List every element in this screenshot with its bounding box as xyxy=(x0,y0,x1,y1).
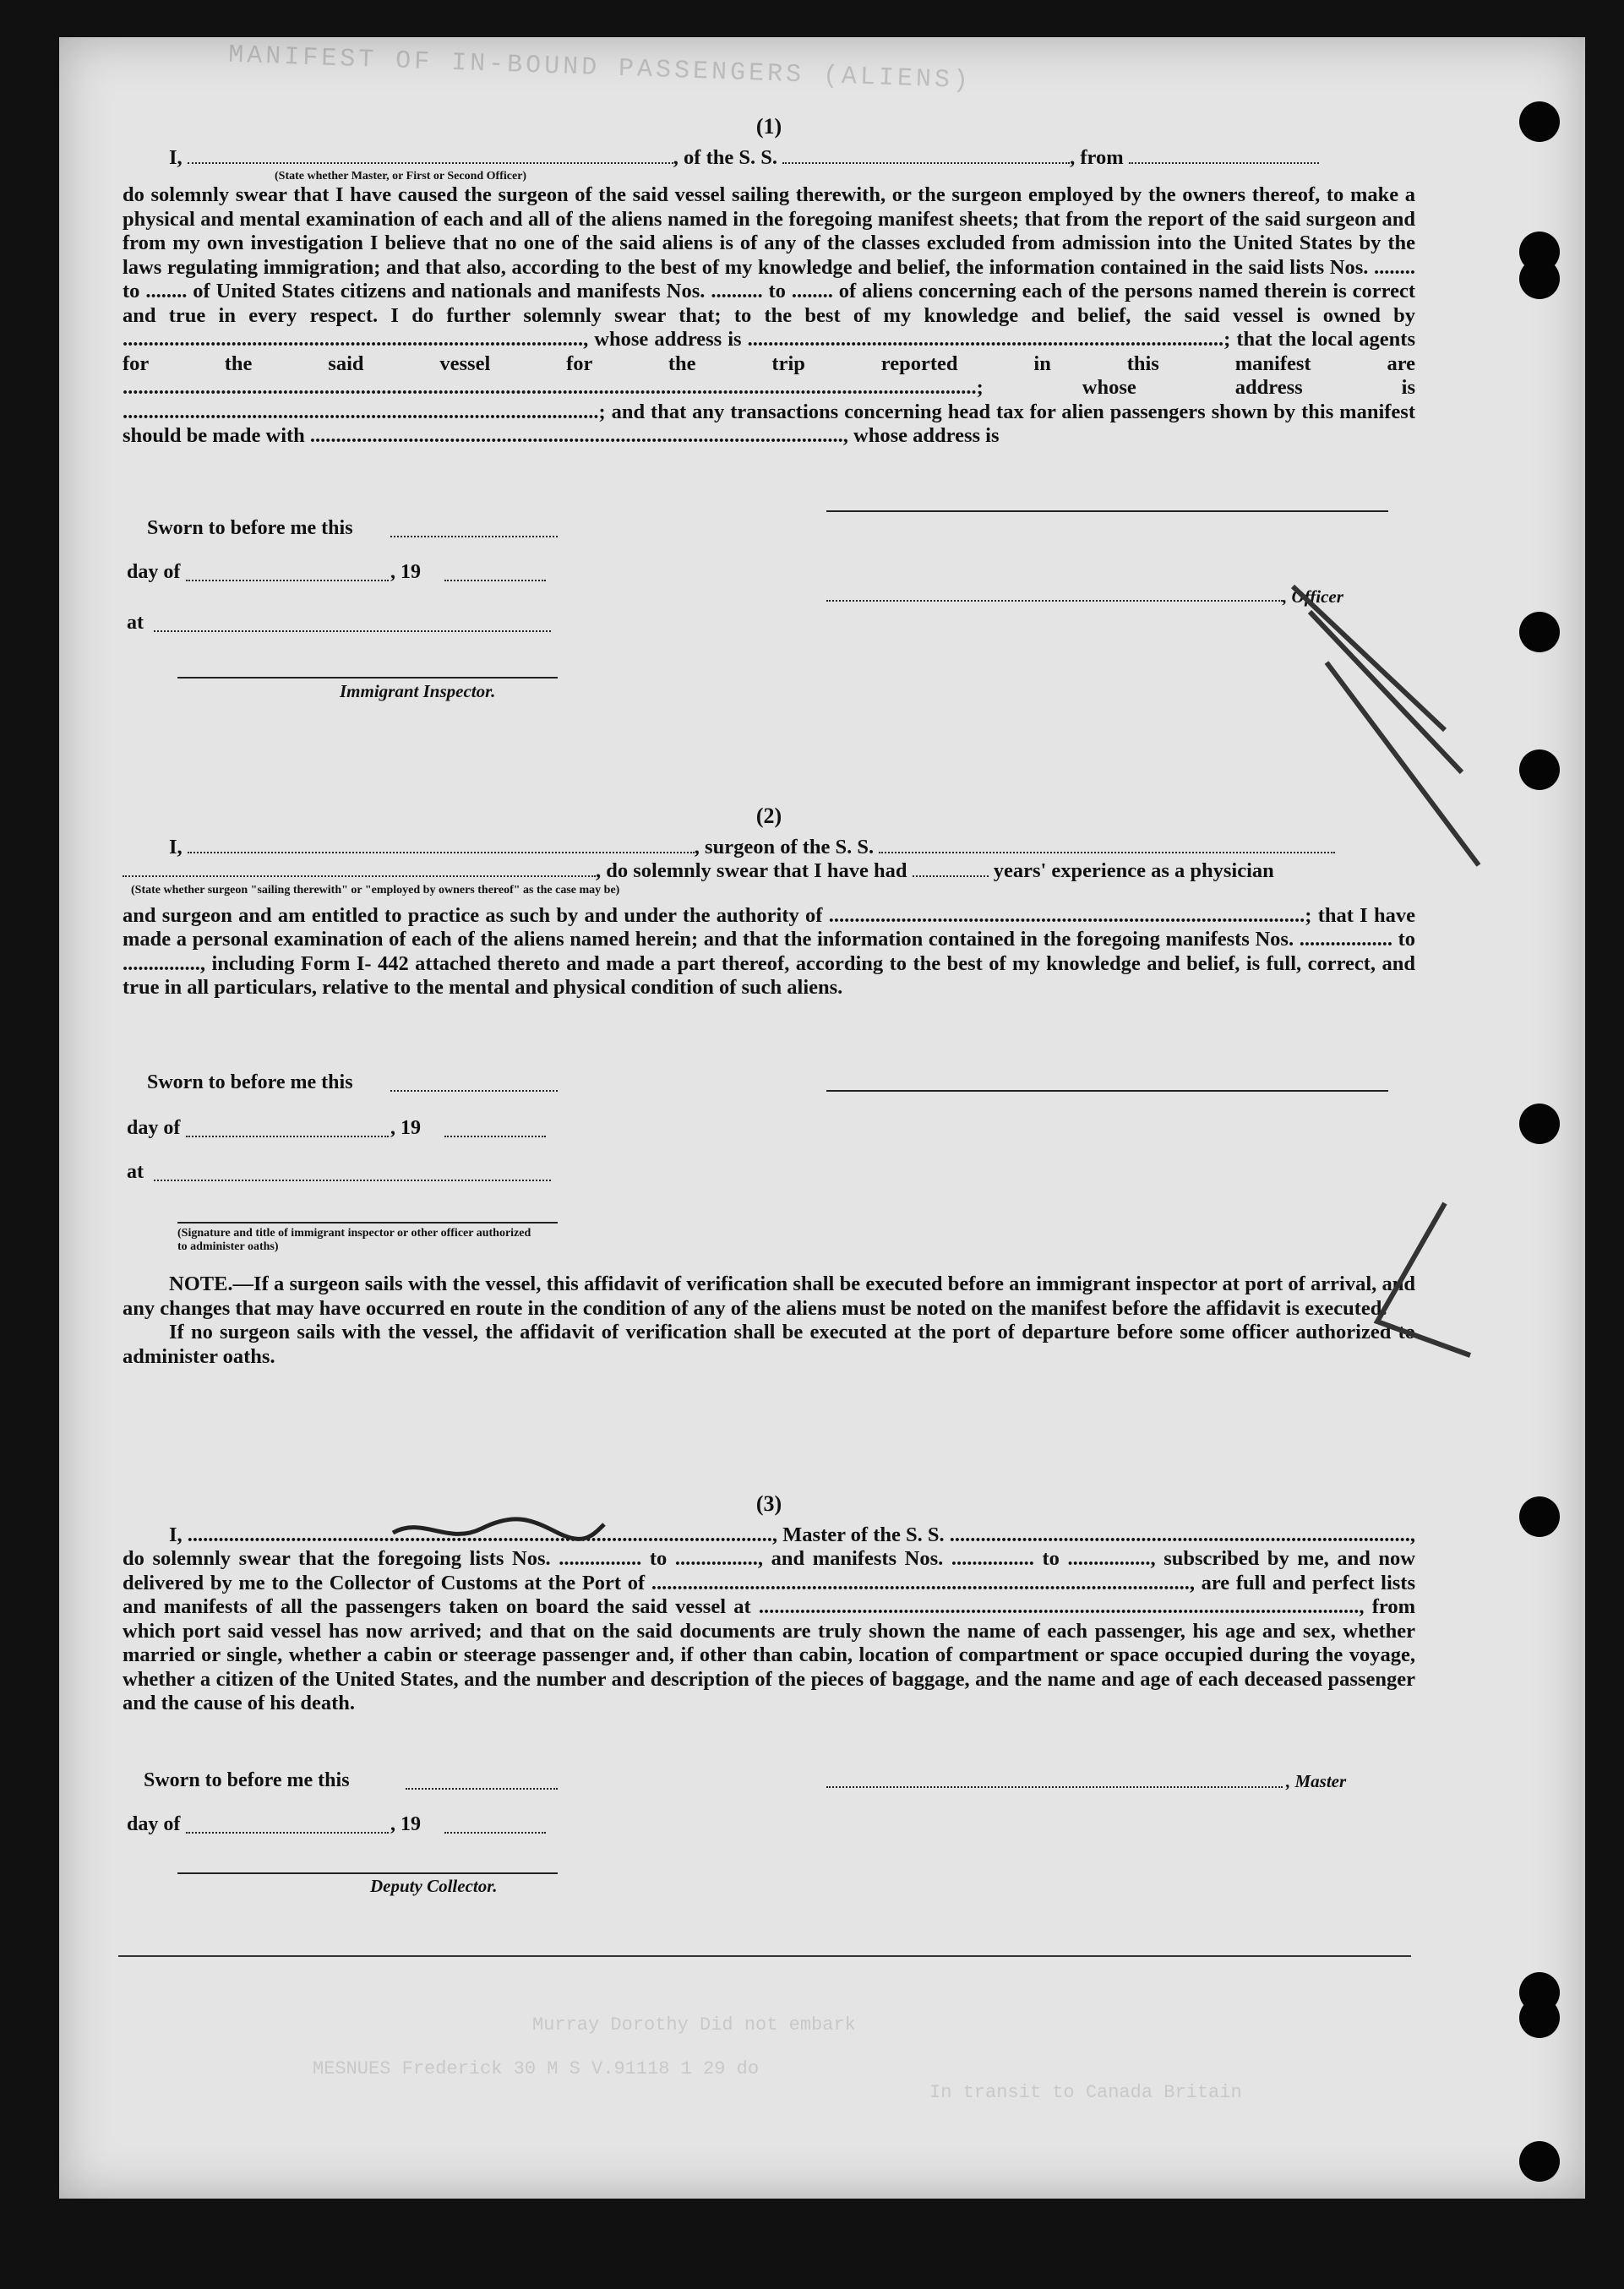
s1-day-field[interactable] xyxy=(186,578,389,581)
bleed-through-line-1: Murray Dorothy Did not embark xyxy=(532,2014,856,2036)
from-port-field[interactable] xyxy=(1129,147,1319,164)
punch-hole xyxy=(1519,259,1560,299)
section-2 xyxy=(123,804,1415,1000)
surgeon-caption: (State whether surgeon "sailing therewith" or "employed by owners thereof" as the case may be) xyxy=(131,883,620,897)
officer-caption: (State whether Master, or First or Second Officer) xyxy=(275,170,527,183)
s2-sworn-field[interactable] xyxy=(390,1088,558,1092)
s1-inspector-line[interactable] xyxy=(177,675,558,679)
s3-sworn-field[interactable] xyxy=(406,1786,558,1790)
section-2-notes xyxy=(123,1273,1415,1369)
note-1 xyxy=(123,1273,1415,1321)
s2-year-field[interactable] xyxy=(444,1134,546,1137)
section-3 xyxy=(123,1492,1415,1716)
bleed-through-line-3: In transit to Canada Britain xyxy=(929,2082,1242,2103)
section-3-body-text: I, ................................................................................................................., Master of the S. S. ........................................................................................., do solemnly swear that the foregoing lists Nos. ................ to ................, and manifests Nos. ................ to ................, subscribed by me, and now delivered by me to the Collector of Customs at the Port of ........................................................................................................, are full and perfect lists and manifests of all the passengers taken on board the said vessel at ...................................................................................................................., from which port said vessel has now arrived; and that on the said documents are truly shown the name of each passenger, his age and sex, whether married or single, whether a cabin or steerage passenger and, if other than cabin, location of compartment or space occupied during the voyage, whether a citizen of the United States, and the number and description of the pieces of baggage, and the name and age of each deceased passenger and the cause of his death. xyxy=(123,1523,1415,1714)
s1-officer-label: , Officer xyxy=(1283,586,1343,607)
officer-name-field[interactable] xyxy=(188,147,673,164)
section-1-body: do solemnly swear that I have caused the surgeon of the said vessel sailing therewith, or the surgeon employed by the owners thereof, to make a physical and mental examination of each and all of the aliens named in the foregoing manifest sheets; that from the report of the said surgeon and from my own investigation I believe that no one of the said aliens is of any of the classes excluded from admission into the United States by the laws regulating immigration; and that also, according to the best of my knowledge and belief, the information contained in the said lists Nos. ........ to ........ of United States citizens and nationals and manifests Nos. .......... to ........ of aliens concerning each of the persons named therein is correct and true in every respect. I do further solemnly swear that; to the best of my knowledge and belief, the said vessel is owned by ........................................................................................., whose address is ............................................................................................; that the local agents for the said vessel for the trip reported in this manifest are .....................................................................................................................................................................; whose address is ............................................................................................; and that any transactions concerning head tax for alien passengers shown by this manifest should be made with ......................................................................................................., whose address is xyxy=(123,183,1415,447)
years-label: years' experience as a physician xyxy=(993,859,1274,882)
s3-year-field[interactable] xyxy=(444,1830,546,1834)
section-2-second-line xyxy=(123,859,1415,884)
bottom-rule xyxy=(118,1955,1411,1957)
section-1 xyxy=(123,115,1415,449)
s1-sworn: Sworn to before me this xyxy=(147,517,353,539)
s2-authority-line[interactable] xyxy=(177,1220,558,1224)
s1-officer-line[interactable] xyxy=(826,509,1388,512)
surgeon-status-field[interactable] xyxy=(123,860,596,877)
s1-sworn-field[interactable] xyxy=(390,534,558,537)
s3-day-of: day of xyxy=(127,1813,181,1835)
section-1-first-line xyxy=(123,146,1415,171)
note-2 xyxy=(123,1321,1415,1369)
s1-at-field[interactable] xyxy=(154,629,551,632)
section-1-number: (1) xyxy=(755,114,782,139)
years-field[interactable] xyxy=(913,860,989,877)
section-2-body: and surgeon and am entitled to practice as such by and under the authority of ............................................................................................; that I have made a personal examination of each of the aliens named herein; and that the information contained in the foregoing manifests Nos. .................. to ..............., including Form I- 442 attached thereto and made a part thereof, according to the best of my knowledge and belief, is full, correct, and true in all particulars, relative to the mental and physical condition of such aliens. xyxy=(123,903,1415,999)
ship-name-field[interactable] xyxy=(782,147,1070,164)
s1-year-field[interactable] xyxy=(444,578,546,581)
punch-hole xyxy=(1519,1997,1560,2038)
s3-day-field[interactable] xyxy=(186,1830,389,1834)
surgeon-swear-label: , do solemnly swear that I have had xyxy=(596,859,907,882)
section-3-number: (3) xyxy=(755,1491,782,1516)
note-1-text: NOTE.—If a surgeon sails with the vessel, this affidavit of verification shall be executed before an immigrant inspector at port of arrival, and any changes that may have occurred en route in the condition of any of the aliens must be noted on the manifest before the affidavit is executed. xyxy=(123,1273,1415,1320)
s2-year: , 19 xyxy=(390,1117,421,1139)
s3-master-field[interactable] xyxy=(826,1785,1283,1788)
s2-authority-caption: (Signature and title of immigrant inspector or other officer authorized to administer oaths) xyxy=(177,1227,531,1253)
punch-hole xyxy=(1519,612,1560,652)
from-label: , from xyxy=(1070,145,1124,169)
surgeon-ship-field[interactable] xyxy=(879,837,1335,853)
of-ss-label: , of the S. S. xyxy=(673,145,777,169)
s2-at-field[interactable] xyxy=(154,1178,551,1181)
section-2-i: I, xyxy=(169,835,183,858)
handwritten-check-marks xyxy=(1276,561,1496,1491)
s3-deputy-line[interactable] xyxy=(177,1871,558,1874)
section-1-i: I, xyxy=(169,145,183,169)
s2-sworn: Sworn to before me this xyxy=(147,1071,353,1093)
s1-at: at xyxy=(127,612,144,634)
s3-master-label: , Master xyxy=(1286,1771,1347,1791)
s3-year: , 19 xyxy=(390,1813,421,1835)
s1-day-of: day of xyxy=(127,561,181,583)
manifest-page xyxy=(59,37,1585,2199)
s1-year: , 19 xyxy=(390,561,421,583)
surgeon-name-field[interactable] xyxy=(188,837,695,853)
punch-hole xyxy=(1519,2141,1560,2182)
bleed-through-header: MANIFEST OF IN-BOUND PASSENGERS (ALIENS) xyxy=(227,41,973,96)
s1-inspector-label: Immigrant Inspector. xyxy=(340,681,496,701)
bleed-through-line-2: MESNUES Frederick 30 M S V.91118 1 29 do xyxy=(313,2058,760,2079)
section-3-body xyxy=(123,1523,1415,1716)
punch-hole xyxy=(1519,101,1560,142)
s1-officer-field[interactable] xyxy=(826,598,1283,602)
s3-deputy-label: Deputy Collector. xyxy=(370,1876,498,1896)
s2-at: at xyxy=(127,1161,144,1183)
punch-hole xyxy=(1519,1104,1560,1144)
s2-day-field[interactable] xyxy=(186,1134,389,1137)
section-2-first-line xyxy=(123,836,1415,860)
section-2-number: (2) xyxy=(755,804,782,828)
surgeon-of-label: , surgeon of the S. S. xyxy=(694,835,875,858)
note-2-text: If no surgeon sails with the vessel, the affidavit of verification shall be executed at the port of departure before some officer authorized to administer oaths. xyxy=(123,1321,1415,1368)
s2-day-of: day of xyxy=(127,1117,181,1139)
handwritten-signature-mark xyxy=(389,1507,608,1550)
s3-sworn: Sworn to before me this xyxy=(144,1769,350,1791)
punch-hole xyxy=(1519,1496,1560,1537)
punch-hole xyxy=(1519,749,1560,790)
